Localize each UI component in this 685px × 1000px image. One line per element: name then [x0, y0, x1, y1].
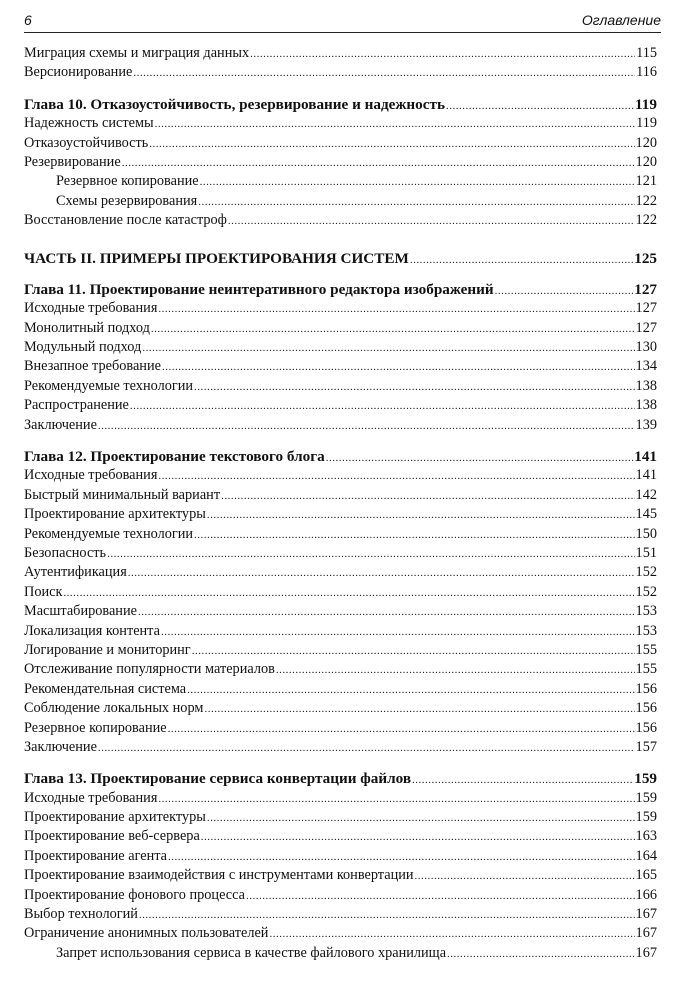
- toc-page-number: 120: [635, 134, 657, 151]
- toc-entry[interactable]: [24, 847, 657, 866]
- toc-entry-title: Глава 11. Проектирование неинтеративного редактора изображений: [24, 280, 494, 298]
- toc-entry-title: Проектирование архитектуры: [24, 809, 206, 826]
- toc-entry-title: Исходные требования: [24, 467, 158, 484]
- toc-entry-title: Проектирование агента: [24, 847, 168, 864]
- toc-leader-dots: [194, 378, 635, 397]
- toc-leader-dots: [276, 661, 635, 680]
- toc-entry[interactable]: [24, 44, 657, 63]
- toc-leader-dots: [128, 564, 635, 583]
- toc-entry[interactable]: [24, 583, 657, 602]
- toc-entry-title: Проектирование взаимодействия с инструментами конвертации: [24, 867, 414, 884]
- toc-entry[interactable]: [24, 563, 657, 582]
- toc-page-number: 116: [636, 64, 657, 81]
- toc-entry-title: Резервное копирование: [56, 173, 199, 190]
- toc-leader-dots: [192, 642, 635, 661]
- running-title: Оглавление: [581, 12, 661, 28]
- toc-entry-title: Проектирование веб-сервера: [24, 828, 200, 845]
- toc-entry-title: Отказоустойчивость: [24, 134, 149, 151]
- toc-leader-dots: [269, 925, 634, 944]
- toc-entry[interactable]: [24, 192, 657, 211]
- toc-entry[interactable]: [24, 299, 657, 318]
- toc-entry-title: Проектирование фонового процесса: [24, 886, 245, 903]
- toc-page-number: 159: [634, 770, 657, 788]
- toc-page-number: 119: [636, 115, 657, 132]
- toc-entry-title: Рекомендуемые технологии: [24, 377, 194, 394]
- toc-chapter-entry[interactable]: [24, 769, 657, 788]
- toc-page-number: 138: [635, 377, 657, 394]
- toc-leader-dots: [194, 526, 635, 545]
- toc-leader-dots: [162, 358, 635, 377]
- toc-page-number: 150: [635, 525, 657, 542]
- toc-page-number: 138: [635, 397, 657, 414]
- toc-entry-title: Отслеживание популярности материалов: [24, 661, 275, 678]
- toc-page-number: 122: [635, 212, 657, 229]
- toc-leader-dots: [107, 545, 634, 564]
- toc-entry[interactable]: [24, 486, 657, 505]
- toc-leader-dots: [495, 282, 634, 301]
- toc-page-number: 157: [635, 738, 657, 755]
- toc-leader-dots: [201, 828, 635, 847]
- toc-leader-dots: [63, 584, 634, 603]
- toc-leader-dots: [161, 623, 635, 642]
- toc-entry[interactable]: [24, 602, 657, 621]
- toc-page-number: 127: [634, 280, 657, 298]
- toc-entry-title: Поиск: [24, 583, 63, 600]
- toc-entry-title: Резервное копирование: [24, 719, 167, 736]
- toc-page-number: 165: [635, 867, 657, 884]
- toc-leader-dots: [326, 449, 634, 468]
- toc-leader-dots: [168, 848, 635, 867]
- toc-chapter-entry[interactable]: [24, 249, 657, 268]
- toc-entry[interactable]: [24, 153, 657, 172]
- toc-leader-dots: [158, 790, 634, 809]
- toc-leader-dots: [158, 300, 634, 319]
- toc-spacer: [24, 83, 657, 95]
- toc-leader-dots: [122, 154, 635, 173]
- toc-page-number: 164: [635, 847, 657, 864]
- toc-page-number: 156: [635, 719, 657, 736]
- table-of-contents: [24, 44, 657, 963]
- toc-leader-dots: [207, 506, 635, 525]
- toc-entry[interactable]: [24, 525, 657, 544]
- page-number: 6: [24, 12, 32, 28]
- toc-entry[interactable]: [24, 660, 657, 679]
- toc-entry[interactable]: [24, 134, 657, 153]
- toc-spacer: [24, 435, 657, 447]
- toc-leader-dots: [155, 115, 635, 134]
- toc-entry[interactable]: [24, 641, 657, 660]
- toc-entry[interactable]: [24, 680, 657, 699]
- toc-leader-dots: [142, 339, 634, 358]
- toc-page-number: 141: [634, 448, 657, 466]
- toc-leader-dots: [149, 135, 634, 154]
- toc-entry-title: Проектирование архитектуры: [24, 506, 206, 523]
- toc-spacer: [24, 757, 657, 769]
- toc-leader-dots: [446, 97, 634, 116]
- toc-entry[interactable]: [24, 924, 657, 943]
- toc-page-number: 121: [635, 173, 657, 190]
- toc-entry-title: Версионирование: [24, 64, 133, 81]
- toc-leader-dots: [207, 809, 635, 828]
- toc-entry-title: Ограничение анонимных пользователей: [24, 925, 269, 942]
- toc-leader-dots: [138, 603, 635, 622]
- toc-leader-dots: [200, 173, 635, 192]
- toc-page-number: 127: [635, 319, 657, 336]
- toc-entry-title: Глава 10. Отказоустойчивость, резервирование и надежность: [24, 95, 445, 113]
- toc-leader-dots: [168, 720, 635, 739]
- toc-entry-title: Исходные требования: [24, 789, 158, 806]
- toc-entry-title: Аутентификация: [24, 564, 127, 581]
- toc-entry-title: Масштабирование: [24, 603, 137, 620]
- toc-leader-dots: [98, 739, 635, 758]
- toc-page-number: 120: [635, 153, 657, 170]
- toc-entry-title: Восстановление после катастроф: [24, 212, 227, 229]
- toc-entry-title: Соблюдение локальных норм: [24, 700, 204, 717]
- toc-entry[interactable]: [24, 416, 657, 435]
- toc-entry-title: Выбор технологий: [24, 906, 138, 923]
- toc-page-number: 151: [635, 544, 657, 561]
- toc-leader-dots: [187, 681, 634, 700]
- toc-leader-dots: [98, 417, 635, 436]
- toc-entry[interactable]: [24, 319, 657, 338]
- toc-entry[interactable]: [24, 172, 657, 191]
- toc-leader-dots: [221, 487, 634, 506]
- toc-entry[interactable]: [24, 338, 657, 357]
- toc-leader-dots: [204, 700, 634, 719]
- toc-leader-dots: [158, 467, 634, 486]
- toc-leader-dots: [412, 771, 633, 790]
- toc-entry-title: Логирование и мониторинг: [24, 641, 191, 658]
- toc-page-number: 152: [635, 564, 657, 581]
- toc-entry-title: Внезапное требование: [24, 358, 161, 375]
- toc-entry[interactable]: [24, 886, 657, 905]
- toc-page-number: 166: [635, 886, 657, 903]
- toc-leader-dots: [130, 397, 635, 416]
- toc-entry[interactable]: [24, 866, 657, 885]
- toc-entry[interactable]: [24, 699, 657, 718]
- toc-entry[interactable]: [24, 622, 657, 641]
- toc-entry-title: Быстрый минимальный вариант: [24, 486, 221, 503]
- toc-chapter-entry[interactable]: [24, 447, 657, 466]
- toc-entry-title: Безопасность: [24, 544, 107, 561]
- toc-entry[interactable]: [24, 377, 657, 396]
- toc-entry[interactable]: [24, 789, 657, 808]
- toc-page-number: 155: [635, 641, 657, 658]
- toc-page-number: 139: [635, 416, 657, 433]
- toc-entry-title: Глава 13. Проектирование сервиса конвертации файлов: [24, 770, 412, 788]
- toc-entry[interactable]: [24, 396, 657, 415]
- toc-page-number: 159: [635, 809, 657, 826]
- toc-entry-title: Монолитный подход: [24, 319, 150, 336]
- toc-leader-dots: [415, 867, 635, 886]
- toc-entry[interactable]: [24, 944, 657, 963]
- toc-entry[interactable]: [24, 808, 657, 827]
- toc-page-number: 119: [635, 95, 657, 113]
- toc-entry-title: ЧАСТЬ II. ПРИМЕРЫ ПРОЕКТИРОВАНИЯ СИСТЕМ: [24, 249, 409, 267]
- toc-entry[interactable]: [24, 905, 657, 924]
- toc-leader-dots: [246, 887, 635, 906]
- toc-entry[interactable]: [24, 357, 657, 376]
- page-header: [24, 10, 661, 33]
- toc-entry-title: Исходные требования: [24, 300, 158, 317]
- toc-page-number: 142: [635, 486, 657, 503]
- toc-page-number: 134: [635, 358, 657, 375]
- toc-entry-title: Глава 12. Проектирование текстового блога: [24, 448, 325, 466]
- toc-leader-dots: [198, 193, 634, 212]
- toc-entry-title: Заключение: [24, 738, 97, 755]
- toc-page-number: 167: [635, 906, 657, 923]
- toc-chapter-entry[interactable]: [24, 95, 657, 114]
- toc-entry[interactable]: [24, 466, 657, 485]
- toc-entry[interactable]: [24, 63, 657, 82]
- toc-page-number: 141: [635, 467, 657, 484]
- toc-leader-dots: [133, 64, 635, 83]
- toc-entry-title: Локализация контента: [24, 622, 160, 639]
- toc-entry[interactable]: [24, 827, 657, 846]
- toc-chapter-entry[interactable]: [24, 280, 657, 299]
- toc-entry[interactable]: [24, 738, 657, 757]
- toc-leader-dots: [250, 45, 635, 64]
- toc-page-number: 156: [635, 700, 657, 717]
- toc-entry-title: Запрет использования сервиса в качестве файлового хранилища: [56, 944, 447, 961]
- toc-spacer: [24, 231, 657, 249]
- toc-page-number: 115: [636, 45, 657, 61]
- toc-page-number: 127: [635, 300, 657, 317]
- toc-page-number: 159: [635, 789, 657, 806]
- toc-entry-title: Заключение: [24, 416, 97, 433]
- toc-page-number: 122: [635, 192, 657, 209]
- toc-entry[interactable]: [24, 544, 657, 563]
- toc-page-number: 153: [635, 603, 657, 620]
- toc-entry-title: Миграция схемы и миграция данных: [24, 45, 250, 61]
- toc-entry-title: Схемы резервирования: [56, 192, 198, 209]
- toc-page-number: 167: [635, 944, 657, 961]
- toc-leader-dots: [151, 320, 635, 339]
- toc-entry-title: Распространение: [24, 397, 129, 414]
- toc-leader-dots: [410, 251, 633, 270]
- toc-entry[interactable]: [24, 114, 657, 133]
- toc-entry-title: Надежность системы: [24, 115, 154, 132]
- toc-leader-dots: [139, 906, 635, 925]
- toc-entry-title: Рекомендуемые технологии: [24, 525, 194, 542]
- toc-leader-dots: [447, 945, 635, 964]
- toc-page-number: 130: [635, 339, 657, 356]
- toc-page-number: 125: [634, 249, 657, 267]
- toc-entry[interactable]: [24, 505, 657, 524]
- toc-page-number: 167: [635, 925, 657, 942]
- toc-entry-title: Рекомендательная система: [24, 680, 187, 697]
- toc-page-number: 153: [635, 622, 657, 639]
- toc-page-number: 145: [635, 506, 657, 523]
- toc-page-number: 156: [635, 680, 657, 697]
- toc-entry[interactable]: [24, 211, 657, 230]
- toc-leader-dots: [228, 212, 635, 231]
- toc-page-number: 152: [635, 583, 657, 600]
- toc-entry[interactable]: [24, 719, 657, 738]
- toc-entry-title: Модульный подход: [24, 339, 142, 356]
- toc-page-number: 155: [635, 661, 657, 678]
- toc-entry-title: Резервирование: [24, 153, 121, 170]
- toc-page-number: 163: [635, 828, 657, 845]
